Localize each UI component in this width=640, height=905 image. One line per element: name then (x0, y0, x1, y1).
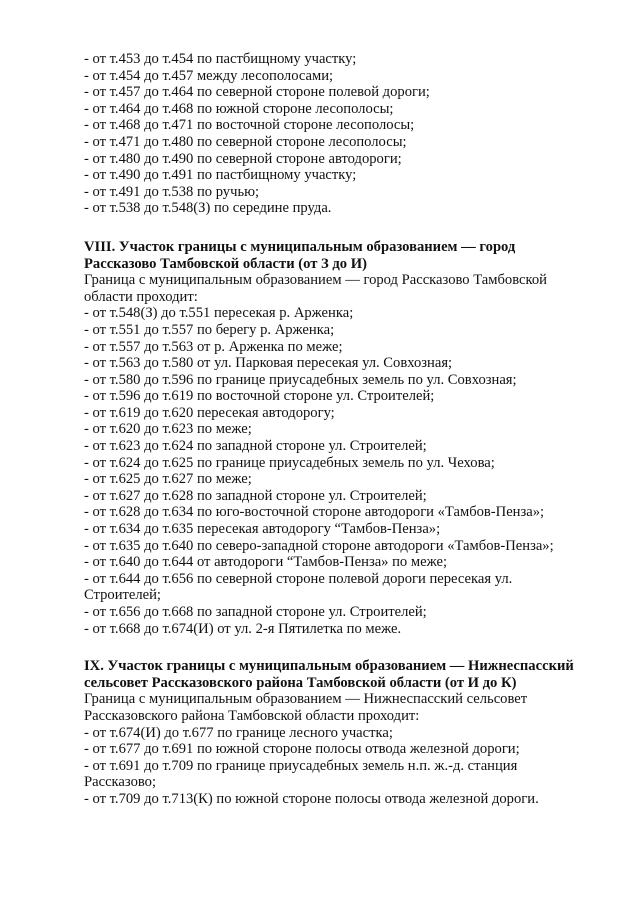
list-item: - от т.468 до т.471 по восточной стороне лесополосы; (84, 117, 415, 134)
list-item: - от т.491 до т.538 по ручью; (84, 183, 260, 200)
section-viii-intro-line1: Граница с муниципальным образованием — город Рассказово Тамбовской (84, 272, 547, 289)
section-viii-intro-line2: области проходит: (84, 288, 198, 305)
list-item: - от т.627 до т.628 по западной стороне ул. Строителей; (84, 487, 427, 504)
list-item: - от т.634 до т.635 пересекая автодорогу “Тамбов-Пенза»; (84, 521, 441, 538)
list-item: - от т.454 до т.457 между лесополосами; (84, 67, 334, 84)
list-item: - от т.625 до т.627 по меже; (84, 471, 252, 488)
list-item: - от т.457 до т.464 по северной стороне полевой дороги; (84, 84, 430, 101)
section-spacer (84, 637, 624, 658)
list-item: - от т.677 до т.691 по южной стороне полосы отвода железной дороги; (84, 741, 520, 758)
list-item: - от т.640 до т.644 от автодороги “Тамбов-Пенза» по меже; (84, 554, 448, 571)
list-item: - от т.464 до т.468 по южной стороне лесополосы; (84, 100, 394, 117)
list-item-continuation: Строителей; (84, 587, 161, 604)
section-ix (84, 658, 624, 807)
document-page (84, 51, 624, 808)
section-viii-heading-line1: VIII. Участок границы с муниципальным образованием — город (84, 238, 516, 255)
list-item: - от т.471 до т.480 по северной стороне лесополосы; (84, 133, 407, 150)
section-ix-intro-line1: Граница с муниципальным образованием — Нижнеспасский сельсовет (84, 691, 528, 708)
list-item: - от т.563 до т.580 от ул. Парковая пересекая ул. Совхозная; (84, 355, 453, 372)
list-item: - от т.551 до т.557 по берегу р. Арженка; (84, 321, 335, 338)
list-item: - от т.480 до т.490 по северной стороне автодороги; (84, 150, 402, 167)
list-item: - от т.619 до т.620 пересекая автодорогу; (84, 404, 335, 421)
section-viii (84, 239, 624, 637)
list-item: - от т.656 до т.668 по западной стороне ул. Строителей; (84, 604, 427, 620)
list-item: - от т.624 до т.625 по границе приусадебных земель по ул. Чехова; (84, 454, 495, 471)
list-item: - от т.580 до т.596 по границе приусадебных земель по ул. Совхозная; (84, 371, 517, 388)
list-item: - от т.709 до т.713(К) по южной стороне полосы отвода железной дороги. (84, 790, 539, 807)
list-item-continuation: Рассказово; (84, 774, 157, 791)
section-ix-intro-line2: Рассказовского района Тамбовской области проходит: (84, 707, 420, 724)
list-item: - от т.691 до т.709 по границе приусадебных земель н.п. ж.-д. станция (84, 757, 518, 774)
section-top-list (84, 51, 624, 217)
list-item: - от т.538 до т.548(З) по середине пруда. (84, 200, 332, 217)
list-item: - от т.644 до т.656 по северной стороне полевой дороги пересекая ул. (84, 570, 513, 587)
section-ix-heading-line1: IX. Участок границы с муниципальным образованием — Нижнеспасский (84, 658, 574, 675)
list-item: - от т.453 до т.454 по пастбищному участку; (84, 51, 357, 67)
list-item: - от т.490 до т.491 по пастбищному участку; (84, 167, 357, 184)
list-item: - от т.628 до т.634 по юго-восточной стороне автодороги «Тамбов-Пенза»; (84, 504, 545, 521)
section-ix-heading-line2: сельсовет Рассказовского района Тамбовской области (от И до К) (84, 674, 517, 691)
section-viii-heading-line2: Рассказово Тамбовской области (от З до И) (84, 255, 367, 272)
section-spacer (84, 217, 624, 239)
list-item: - от т.668 до т.674(И) от ул. 2-я Пятилетка по меже. (84, 620, 402, 637)
list-item: - от т.596 до т.619 по восточной стороне ул. Строителей; (84, 388, 435, 405)
list-item: - от т.620 до т.623 по меже; (84, 421, 252, 438)
list-item: - от т.674(И) до т.677 по границе лесного участка; (84, 724, 393, 741)
list-item: - от т.557 до т.563 от р. Арженка по меже; (84, 338, 343, 355)
list-item: - от т.548(З) до т.551 пересекая р. Арженка; (84, 305, 354, 322)
list-item: - от т.635 до т.640 по северо-западной стороне автодороги «Тамбов-Пенза»; (84, 537, 554, 554)
list-item: - от т.623 до т.624 по западной стороне ул. Строителей; (84, 438, 427, 455)
